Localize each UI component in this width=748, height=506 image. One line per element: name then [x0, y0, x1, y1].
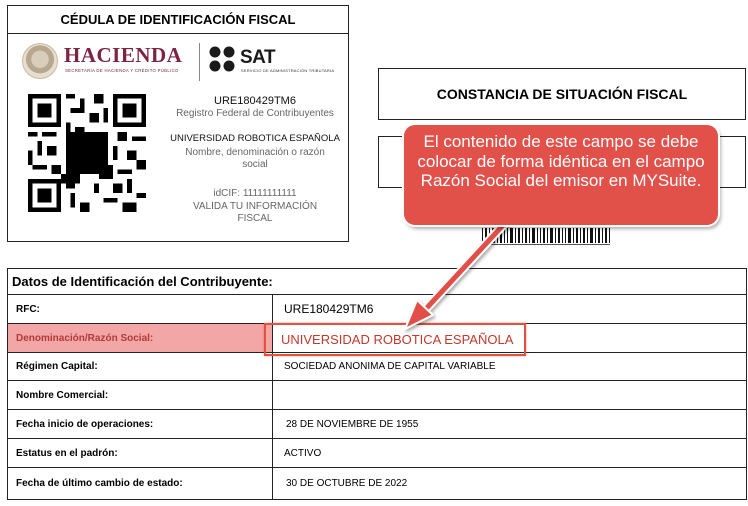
row-value: 30 DE OCTUBRE DE 2022 [286, 478, 408, 489]
row-label: Fecha inicio de operaciones: [8, 410, 273, 438]
sat-logo-icon [208, 45, 238, 75]
sat-subtitle: SERVICIO DE ADMINISTRACIÓN TRIBUTARIA [241, 68, 335, 73]
cedula-title: CÉDULA DE IDENTIFICACIÓN FISCAL [8, 6, 348, 34]
cedula-name: UNIVERSIDAD ROBOTICA ESPAÑOLA [170, 133, 340, 144]
row-value: ACTIVO [284, 447, 322, 459]
hacienda-subtitle: SECRETARÍA DE HACIENDA Y CRÉDITO PÚBLICO [65, 68, 179, 73]
row-label: RFC: [8, 295, 273, 323]
row-value: SOCIEDAD ANONIMA DE CAPITAL VARIABLE [284, 361, 496, 372]
datos-heading: Datos de Identificación del Contribuyente: [8, 269, 746, 295]
table-row-fecha-inicio [8, 410, 746, 439]
constancia-title: CONSTANCIA DE SITUACIÓN FISCAL [378, 68, 746, 120]
row-value [273, 381, 746, 409]
table-row-estatus [8, 439, 746, 468]
logo-divider [199, 43, 200, 81]
row-label: Régimen Capital: [8, 353, 273, 380]
cedula-name-caption: Nombre, denominación o razón social [185, 147, 325, 170]
cedula-rfc: URE180429TM6 [214, 95, 296, 107]
table-row-fecha-cambio [8, 468, 746, 499]
instruction-callout: El contenido de este campo se debe colocar de forma idéntica en el campo Razón Social del emisor en MYSuite. [404, 125, 718, 225]
sat-logo: SAT [240, 47, 276, 68]
cedula-rfc-caption: Registro Federal de Contribuyentes [176, 108, 334, 119]
cedula-idcif: idCIF: 11111111111 [213, 188, 297, 199]
row-label: Fecha de último cambio de estado: [8, 468, 273, 499]
row-label: Estatus en el padrón: [8, 439, 273, 467]
razon-social-value: UNIVERSIDAD ROBOTICA ESPAÑOLA [281, 332, 514, 347]
row-value: 28 DE NOVIEMBRE DE 1955 [286, 418, 419, 430]
row-value: URE180429TM6 [284, 302, 374, 316]
logos [16, 41, 346, 85]
barcode-underline [482, 244, 610, 245]
table-row-regimen [8, 353, 746, 381]
datos-table [7, 268, 747, 500]
cedula-card [7, 5, 349, 242]
barcode-icon [482, 228, 610, 243]
cedula-validate: VALIDA TU INFORMACIÓN FISCAL [192, 201, 318, 224]
qr-code-icon [28, 94, 146, 212]
row-label: Denominación/Razón Social: [8, 324, 273, 352]
hacienda-logo: HACIENDA [64, 43, 183, 67]
mexican-seal-icon [22, 43, 58, 79]
row-label: Nombre Comercial: [8, 381, 273, 409]
table-row-nombre-comercial [8, 381, 746, 410]
table-row-rfc [8, 295, 746, 324]
